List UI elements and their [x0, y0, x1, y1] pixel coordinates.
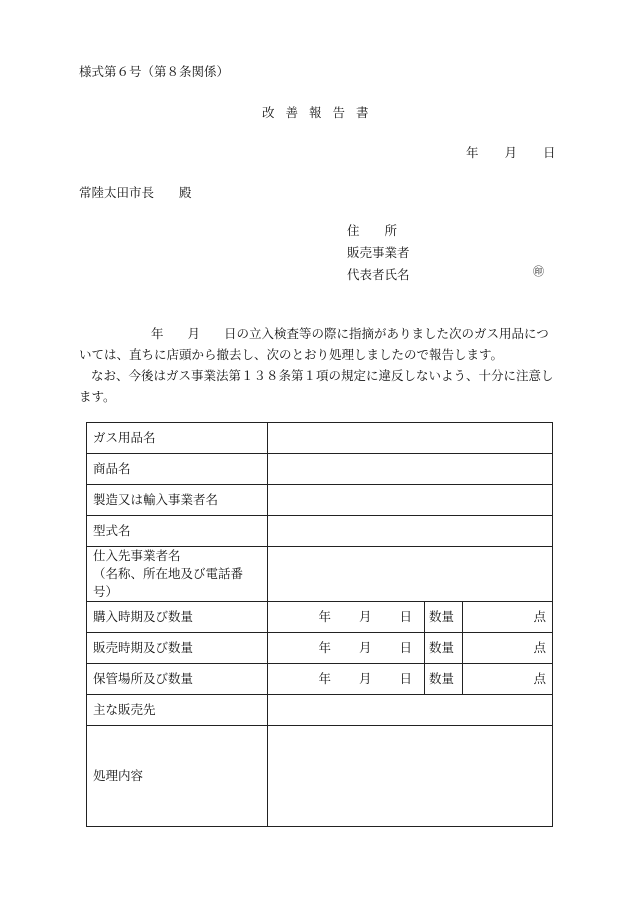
document-title: 改善報告書	[262, 105, 380, 120]
field-main-buyers[interactable]	[268, 695, 553, 726]
para2-text: なお、今後はガス事業法第１３８条第１項の規定に違反しないよう、十分に注意します。	[79, 368, 554, 404]
field-sales-date[interactable]	[268, 633, 425, 664]
ymd-year: 年	[318, 671, 331, 686]
address-label: 住 所	[347, 223, 398, 238]
field-storage-date[interactable]	[268, 664, 425, 695]
date-line	[466, 147, 556, 160]
form-number: 様式第６号（第８条関係）	[79, 64, 230, 79]
ymd-year: 年	[318, 609, 331, 624]
report-table	[86, 422, 553, 827]
row-label-disposal: 処理内容	[87, 726, 268, 827]
field-purchase-qty[interactable]	[463, 602, 553, 633]
qty-label: 数量	[425, 602, 463, 633]
table-row	[87, 664, 553, 695]
representative-label: 代表者氏名	[347, 267, 410, 282]
table-row	[87, 454, 553, 485]
field-purchase-date[interactable]	[268, 602, 425, 633]
row-label-purchase: 購入時期及び数量	[87, 602, 268, 633]
field-sales-qty[interactable]	[463, 633, 553, 664]
table-row	[87, 602, 553, 633]
ymd-day: 日	[399, 671, 412, 686]
qty-label: 数量	[425, 633, 463, 664]
body-paragraph-2	[79, 365, 559, 407]
table-row	[87, 485, 553, 516]
seller-label: 販売事業者	[347, 245, 410, 260]
seal-mark: ㊞	[533, 265, 544, 278]
row-label-product-name: 商品名	[87, 454, 268, 485]
row-label-supplier	[87, 547, 268, 602]
para1-month: 月	[187, 326, 201, 341]
qty-label: 数量	[425, 664, 463, 695]
field-disposal[interactable]	[268, 726, 553, 827]
unit-label: 点	[533, 609, 547, 624]
date-day: 日	[543, 145, 556, 160]
row-label-model: 型式名	[87, 516, 268, 547]
field-maker[interactable]	[268, 485, 553, 516]
field-gas-product[interactable]	[268, 423, 553, 454]
row-label-storage: 保管場所及び数量	[87, 664, 268, 695]
ymd-month: 月	[358, 671, 372, 686]
row-label-gas-product: ガス用品名	[87, 423, 268, 454]
body-paragraph-1	[79, 323, 559, 365]
ymd-month: 月	[358, 640, 372, 655]
ymd-day: 日	[399, 609, 412, 624]
address-block	[347, 225, 410, 291]
para1-text: 日の立入検査等の際に指摘がありました次のガス用品については、直ちに店頭から撤去し、次のとおり処理しましたので報告します。	[79, 326, 549, 362]
table-row	[87, 633, 553, 664]
field-product-name[interactable]	[268, 454, 553, 485]
field-model[interactable]	[268, 516, 553, 547]
supplier-line-1: 仕入先事業者名	[93, 548, 181, 563]
row-label-sales: 販売時期及び数量	[87, 633, 268, 664]
unit-label: 点	[533, 640, 547, 655]
ymd-month: 月	[358, 609, 372, 624]
row-label-main-buyers: 主な販売先	[87, 695, 268, 726]
table-row	[87, 423, 553, 454]
date-month: 月	[504, 145, 518, 160]
table-row	[87, 516, 553, 547]
field-supplier[interactable]	[268, 547, 553, 602]
table-row	[87, 547, 553, 602]
addressee: 常陸太田市長 殿	[79, 185, 192, 200]
date-year: 年	[466, 145, 479, 160]
table-row	[87, 695, 553, 726]
row-label-maker: 製造又は輸入事業者名	[87, 485, 268, 516]
unit-label: 点	[533, 671, 547, 686]
table-row	[87, 726, 553, 827]
field-storage-qty[interactable]	[463, 664, 553, 695]
para1-year: 年	[151, 326, 164, 341]
ymd-year: 年	[318, 640, 331, 655]
ymd-day: 日	[399, 640, 412, 655]
supplier-line-2: （名称、所在地及び電話番号）	[93, 566, 244, 599]
